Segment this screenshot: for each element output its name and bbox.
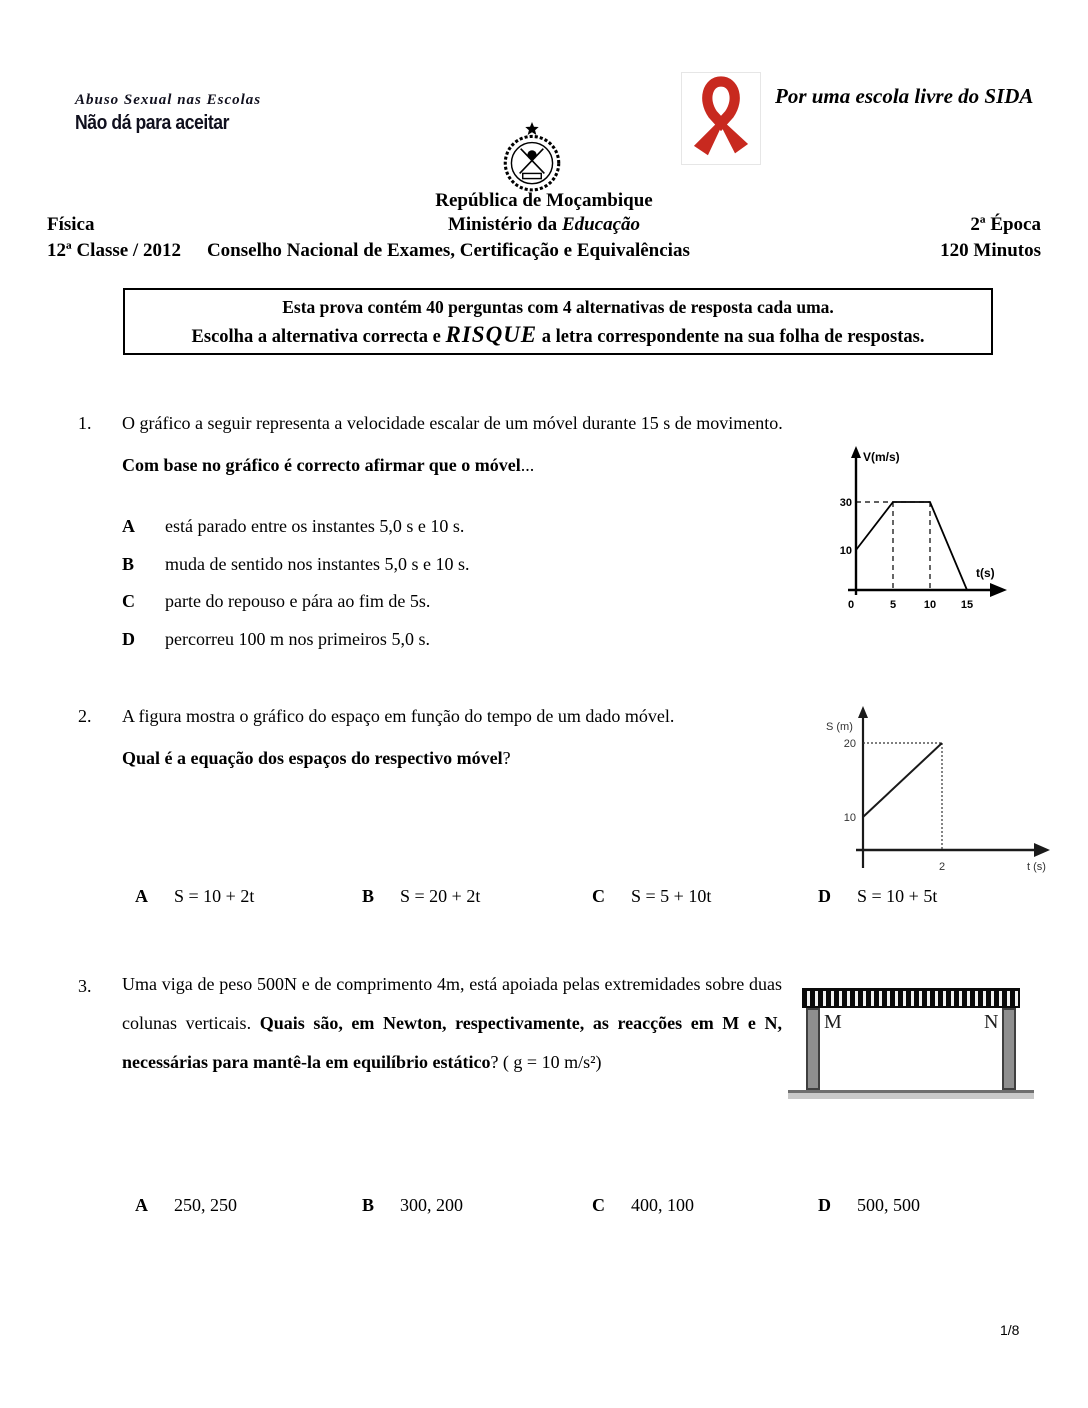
republic-title: República de Moçambique (435, 190, 653, 211)
campaign-slogan-line1: Abuso Sexual nas Escolas (75, 92, 262, 108)
y-tick-30: 30 (840, 497, 852, 509)
option-text: está parado entre os instantes 5,0 s e 10 s. (165, 516, 465, 536)
option-text: percorreu 100 m nos primeiros 5,0 s. (165, 628, 430, 649)
question-3-number: 3. (78, 976, 92, 996)
option-text: 300, 200 (400, 1195, 464, 1215)
header-row-3 (47, 240, 1041, 262)
option-letter: D (818, 886, 831, 906)
question-3-option-a (135, 1195, 237, 1216)
option-letter: A (135, 886, 148, 906)
question-2-text (122, 695, 812, 779)
x-tick-15: 15 (960, 599, 974, 611)
option-letter: C (592, 1195, 605, 1215)
instructions-line1: Esta prova contém 40 perguntas com 4 alternativas de resposta cada uma. (282, 297, 834, 317)
x-tick-5: 5 (889, 599, 897, 611)
question-2-text-bold: Qual é a equação dos espaços do respectivo móvel (122, 748, 503, 768)
option-letter: C (122, 591, 135, 612)
option-text: 400, 100 (631, 1195, 694, 1215)
question-3-option-b (362, 1195, 463, 1216)
campaign-slogan-line2: Não dá para aceitar (75, 112, 230, 134)
y-axis-label: V(m/s) (863, 450, 900, 464)
question-1-options (122, 516, 469, 666)
y-tick-20: 20 (843, 738, 856, 750)
beam (802, 988, 1020, 1008)
question-1-text-bold: Com base no gráfico é correcto afirmar que o móvel (122, 455, 521, 475)
instructions-emphasis: RISQUE (445, 322, 538, 347)
aids-ribbon-icon (681, 72, 761, 165)
option-letter: B (122, 553, 135, 574)
option-letter: A (122, 516, 135, 536)
x-axis-label: t(s) (976, 566, 995, 580)
council-label: Conselho Nacional de Exames, Certificação e Equivalências (206, 240, 690, 261)
duration-label: 120 Minutos (940, 240, 1041, 261)
option-row (122, 629, 469, 667)
y-tick-10: 10 (840, 545, 852, 557)
option-text: parte do repouso e pára ao fim de 5s. (165, 591, 431, 612)
option-text: muda de sentido nos instantes 5,0 s e 10 s. (165, 553, 470, 574)
campaign-logo (75, 92, 261, 135)
question-1-number: 1. (78, 413, 92, 433)
velocity-time-graph (840, 440, 1010, 620)
question-2-option-d (818, 886, 937, 907)
ministry-prefix: Ministério da (447, 214, 562, 235)
sida-slogan: Por uma escola livre do SIDA (775, 84, 1034, 108)
option-row (122, 591, 469, 629)
option-text: S = 5 + 10t (631, 886, 712, 906)
aids-ribbon-graphic (683, 74, 759, 158)
option-letter: C (592, 886, 605, 906)
ministry-name: Educação (561, 214, 641, 235)
question-3-text-tail: ? ( g = 10 m/s²) (490, 1052, 602, 1072)
y-axis-label: S (m) (826, 721, 853, 733)
ministry-line (247, 214, 841, 236)
question-2-option-c (592, 886, 711, 907)
support-label-m: M (824, 1011, 842, 1033)
instructions-line2-post: a letra correspondente na sua folha de respostas. (537, 327, 925, 347)
space-time-graph (812, 698, 1068, 878)
option-row (122, 516, 469, 554)
instructions-box (123, 288, 993, 355)
option-text: 500, 500 (857, 1195, 920, 1215)
epoch-label: 2ª Época (970, 214, 1041, 235)
question-3-text (122, 965, 782, 1082)
option-row (122, 554, 469, 592)
option-text: S = 10 + 2t (174, 886, 255, 906)
question-2-text-normal: A figura mostra o gráfico do espaço em função do tempo de um dado móvel. (122, 706, 675, 726)
instructions-line2-pre: Escolha a alternativa correcta e (191, 327, 446, 347)
option-text: 250, 250 (174, 1195, 237, 1215)
question-1-text-normal: O gráfico a seguir representa a velocidade escalar de um móvel durante 15 s de movimento. (122, 413, 783, 433)
left-column (806, 1008, 820, 1090)
option-letter: D (122, 628, 135, 649)
x-tick-0: 0 (847, 599, 855, 611)
right-column (1002, 1008, 1016, 1090)
option-letter: B (362, 1195, 375, 1215)
x-tick-10: 10 (923, 599, 937, 611)
sida-banner (681, 72, 1033, 165)
subject-label: Física (47, 214, 95, 235)
question-3-text-normal: Uma viga de peso 500N e de comprimento 4m, está apoiada pelas extremidades sobre duas colunas verticais. (122, 974, 782, 1033)
question-3-option-d (818, 1195, 920, 1216)
page-number: 1/8 (1000, 1322, 1020, 1338)
question-2-number: 2. (78, 706, 92, 726)
question-2-text-tail: ? (502, 748, 511, 768)
question-1-text-tail: ... (520, 455, 535, 475)
question-1-text (122, 402, 812, 486)
support-label-n: N (984, 1011, 999, 1033)
x-tick-2: 2 (938, 861, 946, 873)
option-letter: A (135, 1195, 148, 1215)
option-letter: D (818, 1195, 831, 1215)
class-year-label: 12ª Classe / 2012 (47, 240, 181, 261)
question-2-option-b (362, 886, 480, 907)
x-axis-label: t (s) (1027, 861, 1046, 873)
question-3-text-bold: Quais são, em Newton, respectivamente, as reacções em M e N, necessárias para mantê-la em equilíbrio estático (122, 1013, 782, 1072)
question-3-option-c (592, 1195, 694, 1216)
option-letter: B (362, 886, 375, 906)
y-tick-10: 10 (843, 812, 856, 824)
instructions-line2 (125, 322, 991, 348)
ground (788, 1090, 1034, 1099)
option-text: S = 20 + 2t (400, 886, 481, 906)
header-row-2 (47, 214, 1041, 236)
question-2-option-a (135, 886, 254, 907)
option-text: S = 10 + 5t (857, 886, 938, 906)
beam-diagram (798, 985, 1026, 1103)
coat-of-arms-icon (500, 122, 564, 199)
